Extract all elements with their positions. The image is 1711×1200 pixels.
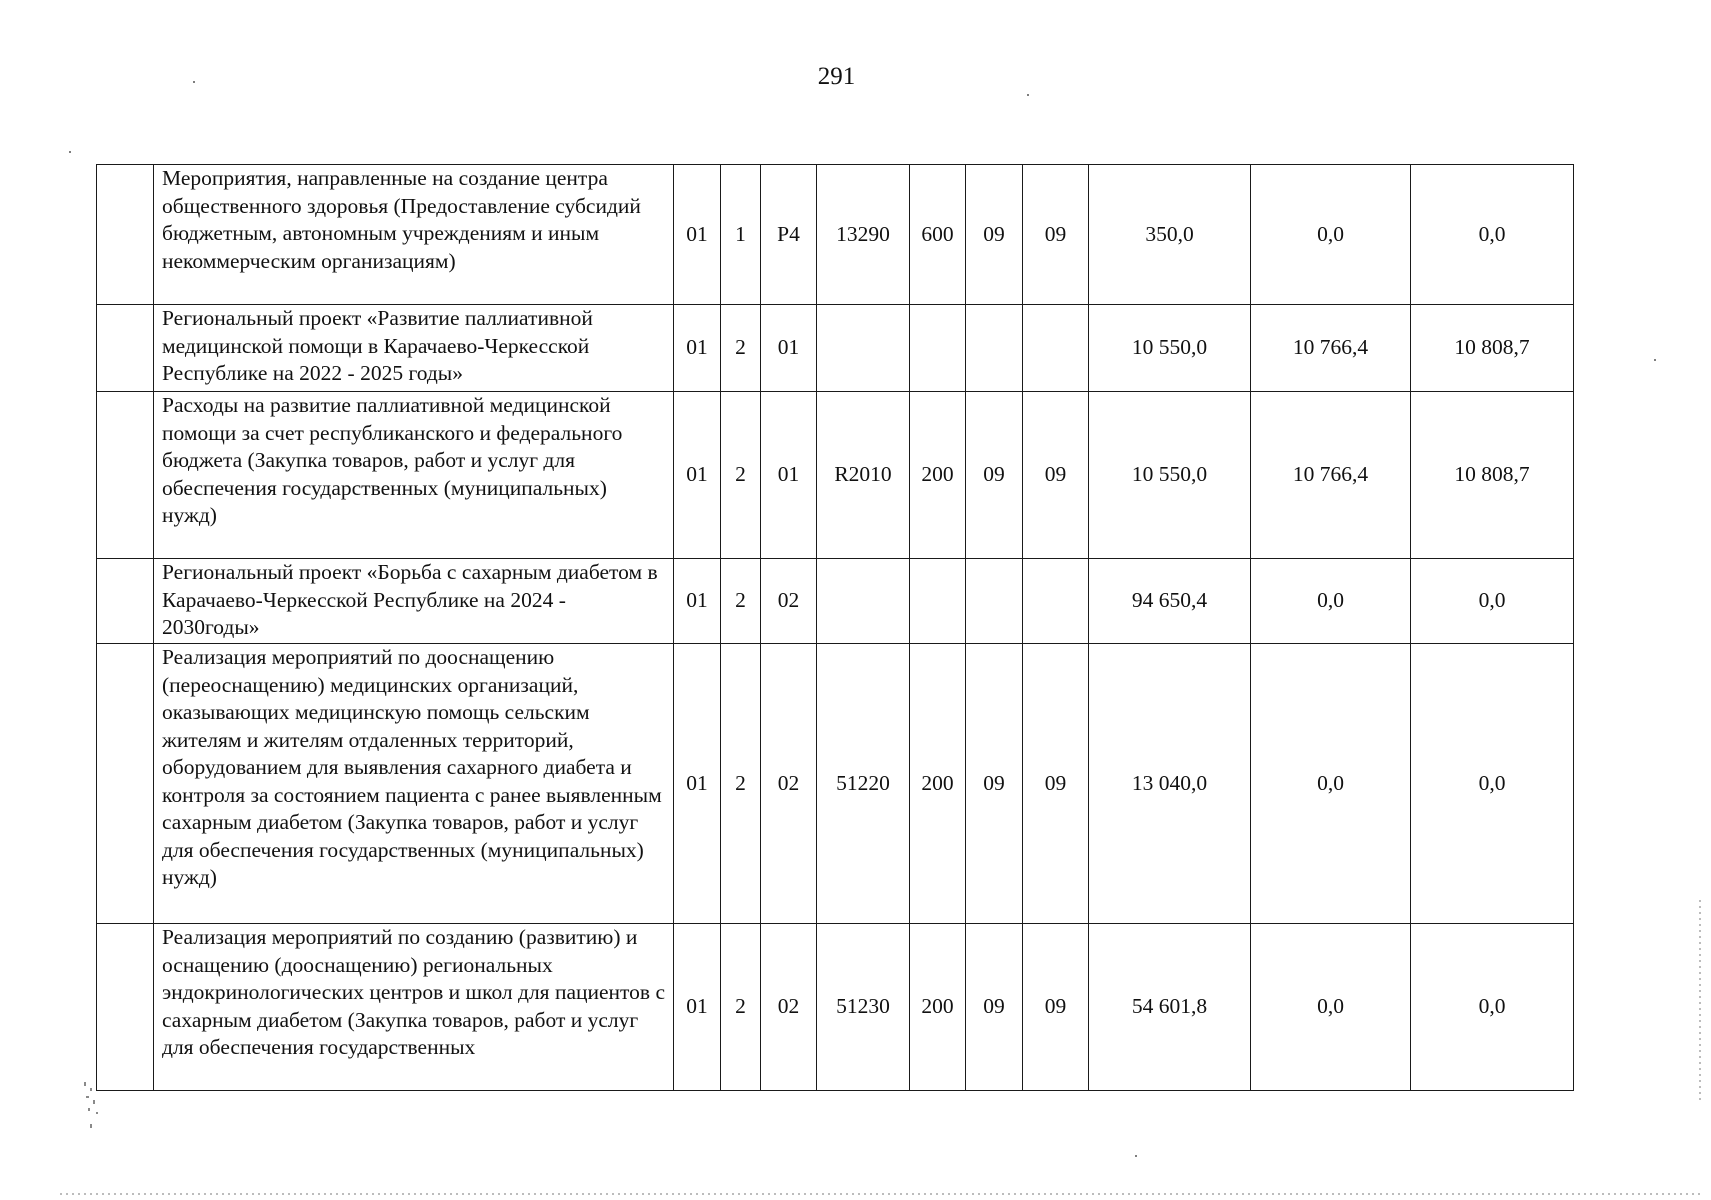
code-section — [966, 305, 1023, 392]
page-number: 291 — [817, 63, 856, 90]
code-direction: R2010 — [817, 392, 910, 559]
amount-year-2: 0,0 — [1251, 165, 1411, 305]
code-program: 01 — [674, 392, 721, 559]
table-row — [97, 392, 1574, 559]
code-section: 09 — [966, 644, 1023, 924]
row-name: Региональный проект «Борьба с сахарным диабетом в Карачаево-Черкесской Республике на 2024 - 2030годы» — [154, 559, 674, 644]
table-row — [97, 305, 1574, 392]
amount-year-3: 0,0 — [1411, 644, 1574, 924]
code-subprogram: 2 — [721, 559, 761, 644]
table-row — [97, 559, 1574, 644]
amount-year-1: 54 601,8 — [1089, 924, 1251, 1091]
code-subsection: 09 — [1023, 392, 1089, 559]
amount-year-2: 0,0 — [1251, 924, 1411, 1091]
code-expense-type: 200 — [910, 392, 966, 559]
table-row — [97, 644, 1574, 924]
code-program: 01 — [674, 644, 721, 924]
code-direction: 13290 — [817, 165, 910, 305]
amount-year-3: 0,0 — [1411, 924, 1574, 1091]
row-name: Реализация мероприятий по дооснащению (переоснащению) медицинских организаций, оказывающих медицинскую помощь сельским жителям и жителям отдаленных территорий, оборудованием для выявления сахарного диабета и контроля за состоянием пациента с ранее выявленным сахарным диабетом (Закупка товаров, работ и услуг для обеспечения государственных (муниципальных) нужд) — [154, 644, 674, 924]
blank-cell — [97, 392, 154, 559]
amount-year-1: 10 550,0 — [1089, 392, 1251, 559]
blank-cell — [97, 305, 154, 392]
code-project: 01 — [761, 305, 817, 392]
code-subsection — [1023, 305, 1089, 392]
table-row — [97, 924, 1574, 1091]
blank-cell — [97, 165, 154, 305]
row-name: Мероприятия, направленные на создание центра общественного здоровья (Предоставление субсидий бюджетным, автономным учреждениям и иным некоммерческим организациям) — [154, 165, 674, 305]
amount-year-2: 10 766,4 — [1251, 305, 1411, 392]
blank-cell — [97, 559, 154, 644]
code-expense-type — [910, 559, 966, 644]
code-direction: 51220 — [817, 644, 910, 924]
code-subsection: 09 — [1023, 924, 1089, 1091]
code-expense-type: 200 — [910, 924, 966, 1091]
row-name: Реализация мероприятий по созданию (развитию) и оснащению (дооснащению) региональных эндокринологических центров и школ для пациентов с сахарным диабетом (Закупка товаров, работ и услуг для обеспечения государственных — [154, 924, 674, 1091]
code-program: 01 — [674, 305, 721, 392]
amount-year-3: 0,0 — [1411, 165, 1574, 305]
amount-year-3: 10 808,7 — [1411, 392, 1574, 559]
code-subprogram: 2 — [721, 924, 761, 1091]
code-project: 01 — [761, 392, 817, 559]
amount-year-2: 0,0 — [1251, 644, 1411, 924]
budget-table — [96, 164, 1574, 1091]
amount-year-1: 13 040,0 — [1089, 644, 1251, 924]
amount-year-2: 10 766,4 — [1251, 392, 1411, 559]
code-direction: 51230 — [817, 924, 910, 1091]
code-subprogram: 2 — [721, 305, 761, 392]
blank-cell — [97, 924, 154, 1091]
amount-year-1: 350,0 — [1089, 165, 1251, 305]
code-project: 02 — [761, 644, 817, 924]
code-subprogram: 2 — [721, 392, 761, 559]
amount-year-1: 94 650,4 — [1089, 559, 1251, 644]
code-expense-type — [910, 305, 966, 392]
code-program: 01 — [674, 165, 721, 305]
code-program: 01 — [674, 924, 721, 1091]
table-row — [97, 165, 1574, 305]
row-name: Региональный проект «Развитие паллиативной медицинской помощи в Карачаево-Черкесской Республике на 2022 - 2025 годы» — [154, 305, 674, 392]
code-project: P4 — [761, 165, 817, 305]
code-subsection: 09 — [1023, 644, 1089, 924]
amount-year-2: 0,0 — [1251, 559, 1411, 644]
code-section: 09 — [966, 165, 1023, 305]
code-project: 02 — [761, 924, 817, 1091]
code-subprogram: 2 — [721, 644, 761, 924]
code-subprogram: 1 — [721, 165, 761, 305]
amount-year-3: 10 808,7 — [1411, 305, 1574, 392]
code-subsection — [1023, 559, 1089, 644]
code-project: 02 — [761, 559, 817, 644]
code-direction — [817, 305, 910, 392]
code-expense-type: 200 — [910, 644, 966, 924]
code-program: 01 — [674, 559, 721, 644]
code-direction — [817, 559, 910, 644]
code-section — [966, 559, 1023, 644]
amount-year-1: 10 550,0 — [1089, 305, 1251, 392]
amount-year-3: 0,0 — [1411, 559, 1574, 644]
code-section: 09 — [966, 924, 1023, 1091]
blank-cell — [97, 644, 154, 924]
code-section: 09 — [966, 392, 1023, 559]
row-name: Расходы на развитие паллиативной медицинской помощи за счет республиканского и федерального бюджета (Закупка товаров, работ и услуг для обеспечения государственных (муниципальных) нужд) — [154, 392, 674, 559]
code-subsection: 09 — [1023, 165, 1089, 305]
code-expense-type: 600 — [910, 165, 966, 305]
